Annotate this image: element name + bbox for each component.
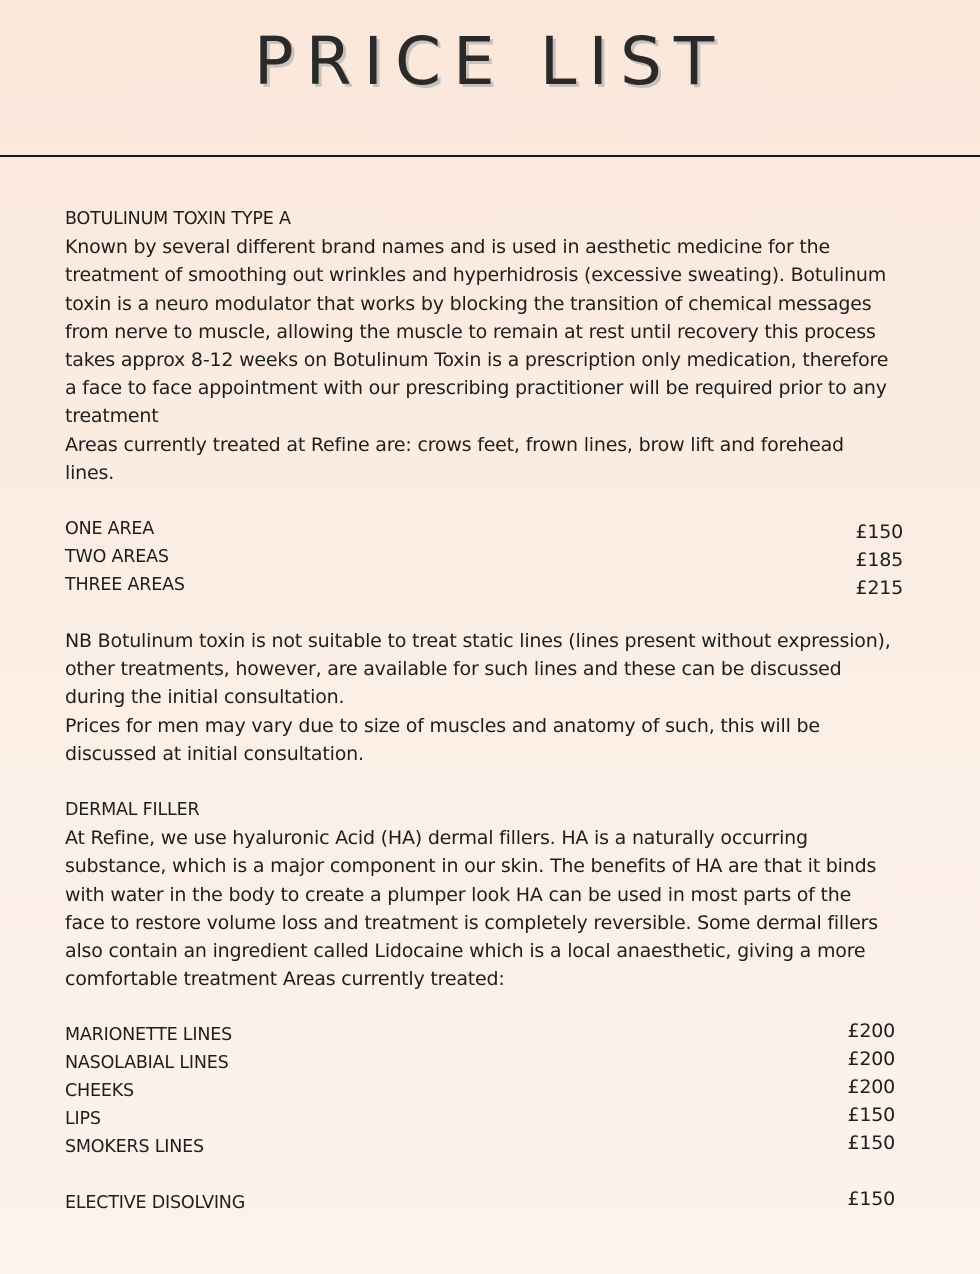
filler-description: At Refine, we use hyaluronic Acid (HA) dermal fillers. HA is a naturally occurring substance, which is a major component in our skin. The benefits of HA are that it binds with water in the body to create a plumper look HA can be used in most parts of the face to restore volume loss and treatment is completely reversible. Some dermal fillers also contain an ingredient called Lidocaine which is a local anaesthetic, giving a more comfortable treatment Areas currently treated: (65, 827, 878, 991)
filler-heading: DERMAL FILLER (65, 800, 200, 821)
price-list-content (65, 205, 915, 1217)
filler-price-row-smokers (65, 1133, 915, 1161)
price-item-label: NASOLABIAL LINES (65, 1053, 229, 1074)
price-value: £215 (855, 577, 903, 600)
price-item-label: MARIONETTE LINES (65, 1025, 232, 1046)
price-value: £185 (855, 549, 903, 572)
botox-static-lines-note: NB Botulinum toxin is not suitable to treat static lines (lines present without expression), other treatments, however, are available for such lines and these can be discussed during the initial consultation. (65, 630, 891, 709)
price-value: £200 (847, 1020, 895, 1043)
price-value: £150 (855, 521, 903, 544)
title-divider (0, 155, 980, 157)
price-value: £150 (847, 1104, 895, 1127)
botox-heading: BOTULINUM TOXIN TYPE A (65, 209, 291, 229)
price-item-label: CHEEKS (65, 1081, 134, 1102)
page-title: PRICE LIST (253, 23, 727, 100)
filler-price-row-lips (65, 1105, 915, 1133)
price-item-label: THREE AREAS (65, 575, 185, 596)
botox-price-row-two-areas (65, 543, 915, 571)
filler-price-row-nasolabial (65, 1049, 915, 1077)
botox-description: Known by several different brand names and is used in aesthetic medicine for the treatment of smoothing out wrinkles and hyperhidrosis (excessive sweating). Botulinum toxin is a neuro modulator that works by blocking the transition of chemical messages from nerve to muscle, allowing the muscle to remain at rest until recovery this process takes approx 8-12 weeks on Botulinum Toxin is a prescription only medication, therefore a face to face appointment with our prescribing practitioner will be required prior to any treatment (65, 236, 889, 428)
price-item-label: SMOKERS LINES (65, 1137, 204, 1158)
price-value: £200 (847, 1048, 895, 1071)
price-item-label: ONE AREA (65, 519, 155, 540)
botox-areas-text: Areas currently treated at Refine are: crows feet, frown lines, brow lift and forehead lines. (65, 433, 844, 484)
filler-price-row-dissolving (65, 1189, 915, 1217)
botox-price-row-three-areas (65, 571, 915, 599)
botox-men-note: Prices for men may vary due to size of muscles and anatomy of such, this will be discussed at initial consultation. (65, 714, 820, 765)
price-value: £150 (847, 1132, 895, 1155)
price-item-label: ELECTIVE DISOLVING (65, 1193, 246, 1214)
botox-price-row-one-area (65, 515, 915, 543)
price-value: £200 (847, 1076, 895, 1099)
price-item-label: TWO AREAS (65, 547, 169, 568)
price-item-label: LIPS (65, 1109, 101, 1130)
price-value: £150 (847, 1188, 895, 1211)
filler-price-row-cheeks (65, 1077, 915, 1105)
filler-price-row-marionette (65, 1021, 915, 1049)
